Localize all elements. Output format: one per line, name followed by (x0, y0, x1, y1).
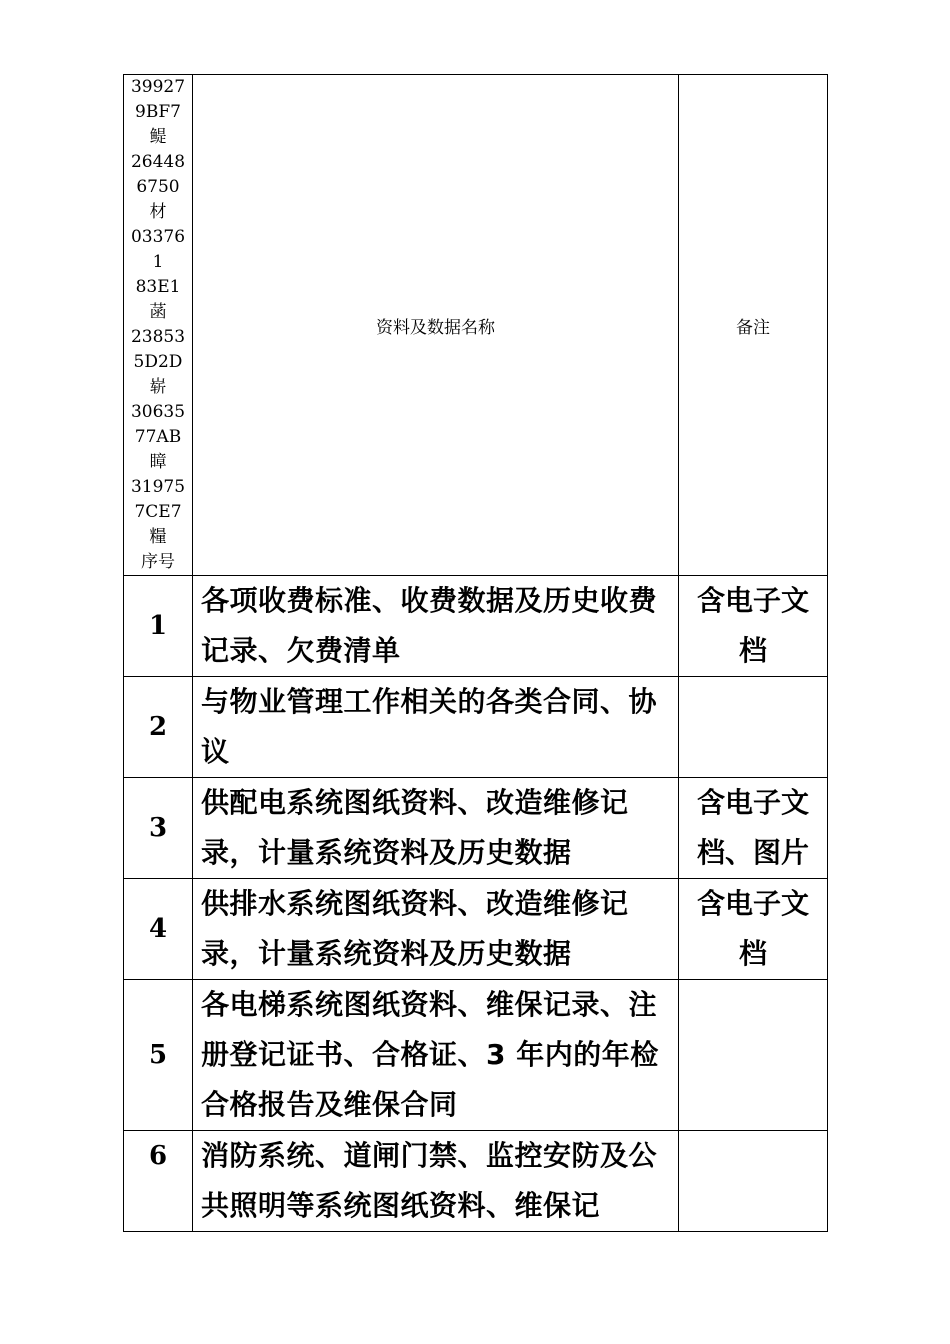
row-note: 含电子文档 (679, 879, 828, 980)
row-seq: 1 (124, 576, 193, 677)
row-seq: 2 (124, 677, 193, 778)
row-note: 含电子文档 (679, 576, 828, 677)
row-seq: 5 (124, 980, 193, 1131)
table-row (124, 1131, 828, 1232)
header-seq-line: 菡 (149, 302, 167, 322)
row-name: 各电梯系统图纸资料、维保记录、注册登记证书、合格证、3 年内的年检合格报告及维保合同 (193, 980, 679, 1131)
header-note-cell: 备注 (679, 75, 828, 576)
row-note (679, 980, 828, 1131)
header-seq-line: 1 (152, 252, 164, 272)
header-seq-line: 23853 (130, 327, 186, 347)
row-name (193, 1131, 679, 1232)
header-seq-line: 9BF7 (135, 102, 181, 122)
row-name-text: 消防系统、道闸门禁、监控安防及公共照明等系统图纸资料、维保记 (201, 1139, 658, 1222)
row-note: 含电子文档、图片 (679, 778, 828, 879)
header-seq-cell (124, 75, 193, 576)
row-note (679, 1131, 828, 1232)
header-name-cell: 资料及数据名称 (193, 75, 679, 576)
header-seq-line: 材 (149, 202, 167, 222)
header-seq-line: 7CE7 (134, 502, 182, 522)
header-seq-line: 83E1 (135, 277, 181, 297)
table-header-row (124, 75, 828, 576)
header-seq-line: 瞕 (149, 452, 167, 472)
row-name: 供排水系统图纸资料、改造维修记录，计量系统资料及历史数据 (193, 879, 679, 980)
row-seq: 6 (124, 1131, 193, 1232)
header-seq-line: 03376 (130, 227, 186, 247)
table-row (124, 879, 828, 980)
row-name: 供配电系统图纸资料、改造维修记录，计量系统资料及历史数据 (193, 778, 679, 879)
row-seq: 3 (124, 778, 193, 879)
table-row (124, 677, 828, 778)
header-seq-line: 30635 (130, 402, 186, 422)
header-seq-line: 5D2D (133, 352, 183, 372)
header-seq-line: 39927 (130, 77, 186, 97)
header-seq-line: 糧 (149, 527, 167, 547)
table-row (124, 778, 828, 879)
header-seq-line: 31975 (130, 477, 186, 497)
header-seq-line: 鳀 (149, 127, 167, 147)
row-seq: 4 (124, 879, 193, 980)
row-note (679, 677, 828, 778)
header-seq-line: 6750 (136, 177, 180, 197)
table-row (124, 576, 828, 677)
header-seq-line: 崭 (149, 377, 167, 397)
row-name: 各项收费标准、收费数据及历史收费记录、欠费清单 (193, 576, 679, 677)
table-row (124, 980, 828, 1131)
header-seq-line: 序号 (141, 552, 175, 572)
header-seq-line: 77AB (134, 427, 182, 447)
data-list-table (123, 74, 828, 1232)
row-name: 与物业管理工作相关的各类合同、协议 (193, 677, 679, 778)
header-seq-line: 26448 (130, 152, 186, 172)
